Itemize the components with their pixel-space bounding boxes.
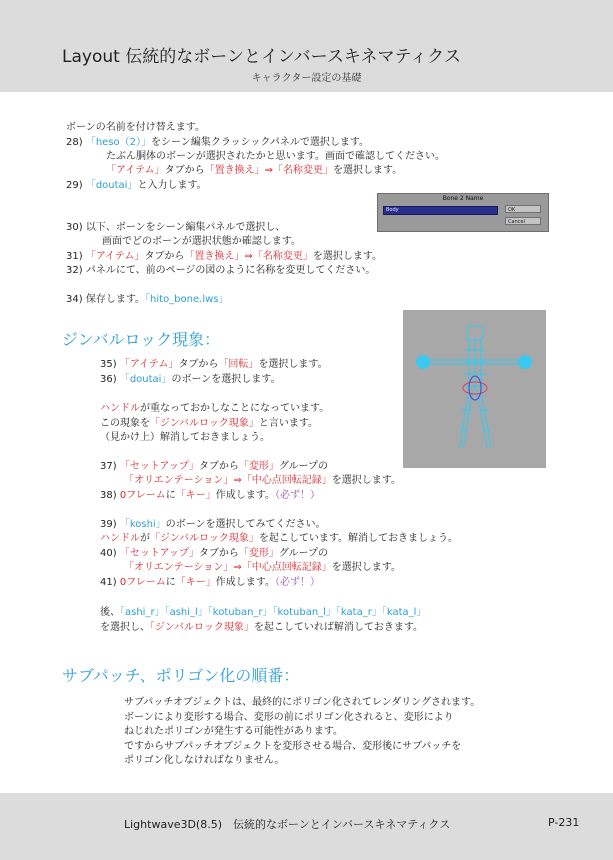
step-text: に	[165, 490, 176, 501]
page-header	[0, 0, 613, 92]
subpatch-line-5: ポリゴン化しなければなりません。	[124, 755, 285, 766]
gimbal-para-1	[100, 402, 329, 415]
step-number: 34)	[66, 294, 83, 305]
step-32	[66, 264, 375, 277]
intro-text: ボーンの名前を付け替えます。	[66, 122, 205, 133]
step-text: 保存します。	[85, 294, 146, 305]
step-40-line2	[124, 561, 401, 574]
step-text: タブから	[164, 165, 205, 176]
bone-figure-graphic	[403, 310, 546, 468]
step-text: パネルにて、前のページの図のように名称を変更してください。	[85, 265, 376, 276]
step-39-line2	[100, 532, 458, 545]
step-text: が	[140, 533, 150, 544]
tab-name: 「アイテム」	[119, 359, 179, 370]
step-number: 36)	[100, 374, 117, 385]
file-name: 「hito_bone.lws」	[145, 294, 229, 305]
key-term: 「キー」	[175, 577, 216, 588]
step-number: 28)	[66, 137, 83, 148]
cancel-button[interactable]: Cancel	[505, 217, 541, 225]
step-text: を選択します。	[312, 251, 383, 262]
gimbal-term: 「ジンバルロック現象」	[150, 418, 259, 429]
footer-text: Lightwave3D(8.5) 伝統的なボーンとインバースキネマティクス	[124, 818, 451, 831]
frame-term: 0フレーム	[119, 490, 166, 501]
step-text: に	[165, 577, 176, 588]
step-text: を選択します。	[333, 165, 403, 176]
later-line-1	[100, 606, 426, 619]
step-number: 41)	[100, 577, 117, 588]
step-text: グループの	[278, 461, 329, 472]
frame-term: 0フレーム	[119, 577, 166, 588]
step-number: 35)	[100, 359, 117, 370]
step-36	[100, 373, 280, 386]
step-text: タブから	[198, 548, 239, 559]
name-input-value: Body	[386, 207, 399, 213]
bone-name: 「doutai」	[119, 374, 172, 385]
ok-button[interactable]: OK	[505, 205, 541, 213]
key-term: 「キー」	[175, 490, 216, 501]
step-30	[66, 221, 285, 234]
step-39	[100, 518, 326, 531]
bone-viewport-figure	[403, 310, 546, 468]
tool-name: 「回転」	[218, 359, 259, 370]
menu-path: 「置き換え」⇒「名称変更」	[204, 165, 333, 176]
step-41	[100, 576, 320, 589]
step-28-line3	[106, 164, 402, 177]
bone-name: 「doutai」	[85, 180, 138, 191]
step-text: タブから	[198, 461, 239, 472]
name-input[interactable]	[383, 206, 498, 215]
subpatch-line-1: サブパッチオブジェクトは、最終的にポリゴン化されてレンダリングされます。	[124, 697, 481, 708]
note-text: （必ず！）	[275, 577, 320, 588]
step-text: を選択します。	[331, 562, 401, 573]
note-text: （必ず！）	[275, 490, 320, 501]
subpatch-line-2: ボーンにより変形する場合、変形の前にポリゴン化されると、変形により	[124, 712, 454, 723]
gimbal-term: 「ジンバルロック現象」	[150, 533, 259, 544]
step-text: を選択します。	[331, 475, 401, 486]
para-text: 後、	[100, 607, 120, 618]
step-text: 作成します。	[215, 490, 275, 501]
gimbal-term: 「ジンバルロック現象」	[150, 622, 254, 633]
step-31	[66, 250, 382, 263]
rename-dialog	[377, 193, 549, 232]
gimbal-heading: ジンバルロック現象：	[62, 330, 221, 349]
subpatch-line-4: ですからサブパッチオブジェクトを変形させる場合、変形後にサブパッチを	[124, 741, 462, 752]
step-text: をシーン編集クラッシックパネルで選択します。	[151, 137, 370, 148]
step-37-line2	[124, 474, 401, 487]
step-38	[100, 489, 320, 502]
step-text: 以下、ボーンをシーン編集パネルで選択し、	[85, 222, 286, 233]
gimbal-para-3: （見かけ上）解消しておきましょう。	[100, 432, 270, 443]
menu-path: 「オリエンテーション」⇒「中心点回転記録」	[124, 475, 332, 486]
para-text: と言います。	[258, 418, 319, 429]
step-37	[100, 460, 328, 473]
bone-name: 「koshi」	[119, 519, 166, 530]
step-number: 38)	[100, 490, 117, 501]
handle-term: ハンドル	[100, 533, 140, 544]
page-subtitle: キャラクター設定の基礎	[251, 73, 362, 84]
para-text: を起こしていれば解消しておきます。	[253, 622, 424, 633]
step-text: のボーンを選択します。	[171, 374, 281, 385]
step-number: 37)	[100, 461, 117, 472]
step-number: 30)	[66, 222, 83, 233]
subpatch-line-3: ねじれたポリゴンが発生する可能性があります。	[124, 726, 343, 737]
menu-path: 「オリエンテーション」⇒「中心点回転記録」	[124, 562, 332, 573]
subpatch-heading: サブパッチ、ポリゴン化の順番：	[62, 666, 300, 685]
step-number: 40)	[100, 548, 117, 559]
tab-name: 「アイテム」	[85, 251, 145, 262]
step-text: タブから	[144, 251, 185, 262]
step-40	[100, 547, 328, 560]
step-35	[100, 358, 328, 371]
later-line-2	[100, 621, 423, 634]
step-text: グループの	[278, 548, 329, 559]
tab-name: 「セットアップ」	[119, 548, 199, 559]
page-number: P-231	[548, 816, 580, 829]
step-28	[66, 136, 369, 149]
handle-term: ハンドル	[100, 403, 140, 414]
page-title: Layout 伝統的なボーンとインバースキネマティクス	[62, 47, 461, 67]
step-34	[66, 293, 229, 306]
gimbal-para-2	[100, 417, 318, 430]
dialog-title: Bone 2 Name	[442, 195, 484, 202]
bone-name: 「heso（2）」	[85, 137, 152, 148]
group-name: 「変形」	[238, 461, 279, 472]
bone-names: 「ashi_r」「ashi_l」「kotuban_r」「kotuban_l」「kata_r」「kata_l」	[120, 607, 427, 618]
step-number: 29)	[66, 180, 83, 191]
step-text: のボーンを選択してみてください。	[165, 519, 326, 530]
para-text: を選択し、	[100, 622, 150, 633]
step-number: 31)	[66, 251, 83, 262]
step-30-line2: 画面でどのボーンが選択状態か確認します。	[102, 236, 301, 247]
tab-name: 「セットアップ」	[119, 461, 199, 472]
step-number: 39)	[100, 519, 117, 530]
para-text: が重なっておかしなことになっています。	[140, 403, 330, 414]
tab-name: 「アイテム」	[106, 165, 165, 176]
page-footer	[0, 793, 613, 860]
step-29	[66, 179, 207, 192]
step-text: を起こしています。解消しておきましょう。	[258, 533, 459, 544]
menu-path: 「置き換え」⇒「名称変更」	[184, 251, 313, 262]
group-name: 「変形」	[238, 548, 279, 559]
step-number: 32)	[66, 265, 83, 276]
para-text: この現象を	[100, 418, 150, 429]
step-28-line2: たぶん胴体のボーンが選択されたかと思います。画面で確認してください。	[106, 151, 445, 162]
step-text: と入力します。	[137, 180, 207, 191]
step-text: タブから	[178, 359, 219, 370]
step-text: 作成します。	[215, 577, 275, 588]
step-text: を選択します。	[258, 359, 328, 370]
